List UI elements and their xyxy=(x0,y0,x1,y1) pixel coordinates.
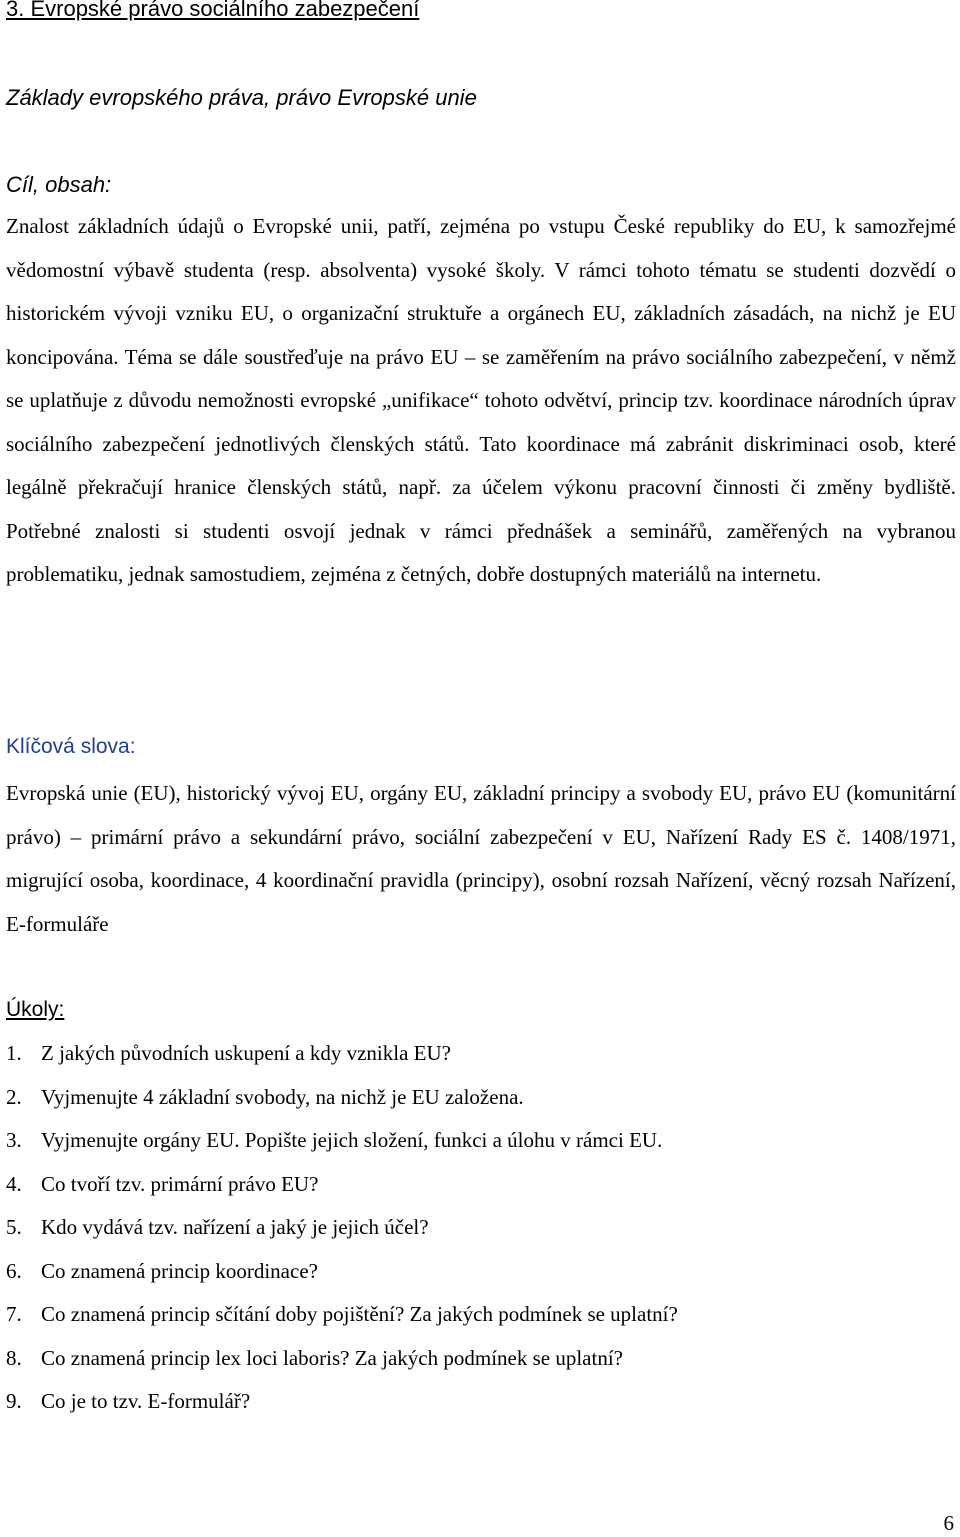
task-number: 9. xyxy=(6,1389,22,1413)
task-text: Vyjmenujte orgány EU. Popište jejich složení, funkci a úlohu v rámci EU. xyxy=(41,1128,663,1152)
task-text: Co znamená princip sčítání doby pojištění? Za jakých podmínek se uplatní? xyxy=(41,1302,678,1326)
keywords-heading: Klíčová slova: xyxy=(6,735,136,758)
task-text: Co tvoří tzv. primární právo EU? xyxy=(41,1171,319,1196)
task-number: 6. xyxy=(6,1258,22,1283)
keywords-paragraph: Evropská unie (EU), historický vývoj EU, orgány EU, základní principy a svobody EU, právo EU (komunitární právo) – primární právo a sekundární právo, sociální zabezpečení v EU, Nařízení Rady ES č. 1408/1971, migrující osoba, koordinace, 4 koordinační pravidla (principy), osobní rozsah Nařízení, věcný rozsah Nařízení, E-formuláře xyxy=(6,781,956,936)
task-item xyxy=(6,1380,678,1424)
task-item xyxy=(6,1032,678,1076)
chapter-heading: 3. Evropské právo sociálního zabezpečení xyxy=(6,0,420,21)
tasks-heading: Úkoly: xyxy=(6,998,65,1021)
task-number: 3. xyxy=(6,1128,22,1152)
task-item xyxy=(6,1076,678,1120)
task-item xyxy=(6,1337,678,1381)
task-number: 7. xyxy=(6,1302,22,1326)
task-text: Vyjmenujte 4 základní svobody, na nichž je EU založena. xyxy=(41,1084,524,1109)
task-number: 2. xyxy=(6,1084,22,1109)
goal-paragraph: Znalost základních údajů o Evropské unii, patří, zejména po vstupu České republiky do EU, k samozřejmé vědomostní výbavě studenta (resp. absolventa) vysoké školy. V rámci tohoto tématu se studenti dozvědí o historickém vývoji vzniku EU, o organizační struktuře a orgánech EU, základních zásadách, na nichž je EU koncipována. Téma se dále soustřeďuje na právo EU – se zaměřením na právo sociálního zabezpečení, v němž se uplatňuje z důvodu nemožnosti evropské „unifikace“ tohoto odvětví, princip tzv. koordinace národních úprav sociálního zabezpečení jednotlivých členských států. Tato koordinace má zabránit diskriminaci osob, které legálně překračují hranice členských států, např. za účelem výkonu pracovní činnosti či změny bydliště. Potřebné znalosti si studenti osvojí jednak v rámci přednášek a seminářů, zaměřených na vybranou problematiku, jednak samostudiem, zejména z četných, dobře dostupných materiálů na internetu. xyxy=(6,214,956,586)
task-text: Co je to tzv. E-formulář? xyxy=(41,1389,251,1413)
task-text: Z jakých původních uskupení a kdy vznikla EU? xyxy=(41,1041,451,1065)
task-number: 8. xyxy=(6,1345,22,1370)
task-item xyxy=(6,1119,678,1163)
task-number: 1. xyxy=(6,1041,22,1065)
tasks-list xyxy=(6,1032,678,1424)
task-number: 4. xyxy=(6,1171,22,1196)
page-number: 6 xyxy=(943,1511,954,1535)
task-text: Kdo vydává tzv. nařízení a jaký je jejich účel? xyxy=(41,1215,429,1239)
goal-heading: Cíl, obsah: xyxy=(6,172,112,197)
task-text: Co znamená princip koordinace? xyxy=(41,1258,318,1283)
section-heading: Základy evropského práva, právo Evropské unie xyxy=(6,85,477,110)
task-text: Co znamená princip lex loci laboris? Za jakých podmínek se uplatní? xyxy=(41,1345,623,1370)
task-item xyxy=(6,1250,678,1294)
task-item xyxy=(6,1163,678,1207)
task-item xyxy=(6,1293,678,1337)
task-number: 5. xyxy=(6,1215,22,1239)
task-item xyxy=(6,1206,678,1250)
